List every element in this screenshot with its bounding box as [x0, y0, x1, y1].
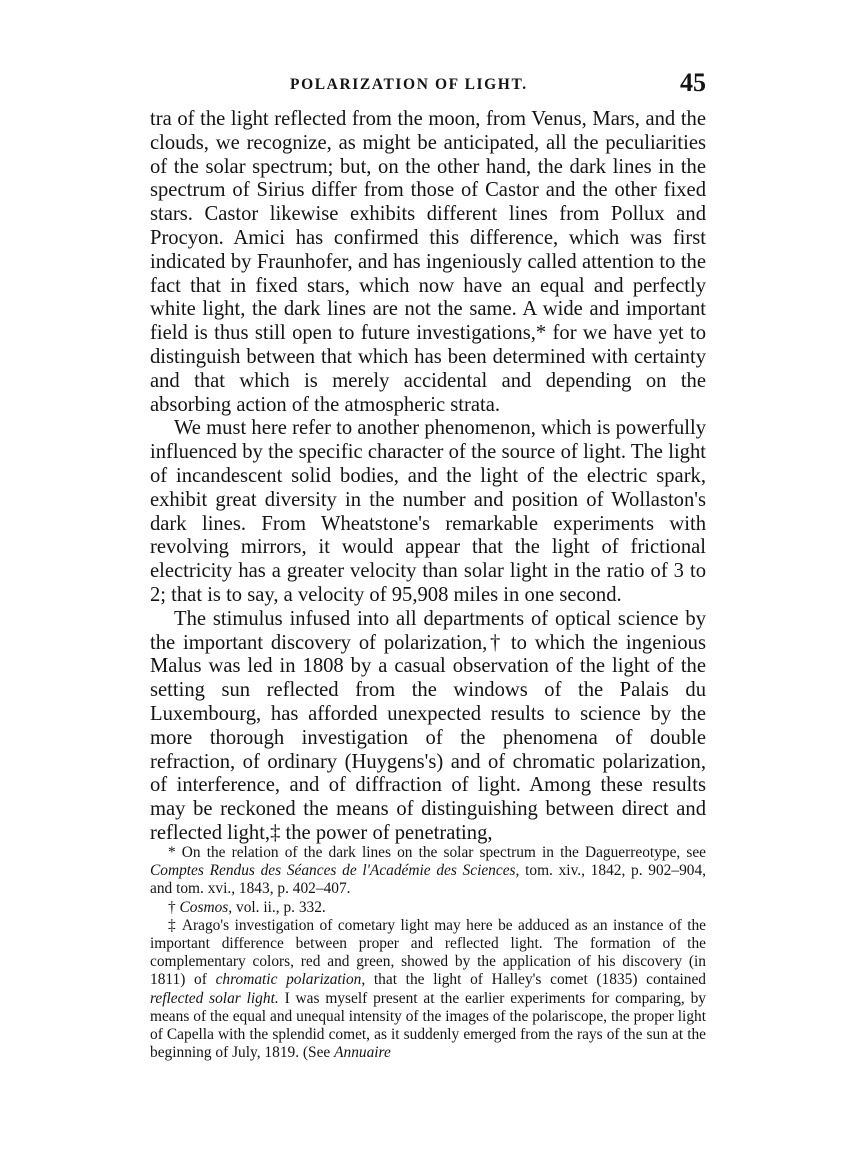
footnote-3 — [150, 917, 706, 1063]
footnote-italic: Comptes Rendus des Séances de l'Académie des Sciences, — [150, 862, 520, 880]
footnote-text: I was myself present at the earlier experiments for comparing, by means of the equal and unequal intensity of the images of the polariscope, the proper light of Capella with the splendid comet, as it suddenly emerged from the rays of the sun at the beginning of July, 1819. (See — [150, 989, 706, 1062]
footnote-text: vol. ii., p. 332. — [232, 898, 326, 916]
running-title: POLARIZATION OF LIGHT. — [290, 76, 528, 93]
page-header — [150, 68, 706, 102]
footnote-text: † — [168, 898, 180, 916]
footnote-text: * On the relation of the dark lines on the solar spectrum in the Daguerreotype, see — [168, 844, 706, 861]
footnote-text: ‡ Arago's investigation of cometary light may here be adduced as an instance of the important difference between proper and reflected light. The formation of the complementary colors, red and green, showed by the application of his discovery (in 1811) of — [150, 916, 706, 989]
footnote-italic: Cosmos, — [179, 898, 233, 916]
footnote-text: tom. xiv., 1842, p. 902–904, and tom. xvi., 1843, p. 402–407. — [150, 862, 707, 898]
footnote-italic: reflected solar light. — [150, 989, 279, 1007]
page-number: 45 — [680, 68, 706, 97]
paragraph: tra of the light reflected from the moon, from Venus, Mars, and the clouds, we recognize, as might be anticipated, all the peculiarities of the solar spectrum; but, on the other hand, the dark lines in the spectrum of Sirius differ from those of Castor and the other fixed stars. Castor likewise exhibits different lines from Pollux and Procyon. Amici has confirmed this difference, which was first indicated by Fraunhofer, and has ingeniously called attention to the fact that in fixed stars, which now have an equal and perfectly white light, the dark lines are not the same. A wide and important field is thus still open to future investigations,* for we have yet to distinguish between that which has been determined with certainty and that which is merely accidental and depending on the absorbing action of the atmospheric strata. — [150, 108, 706, 416]
footnote-italic: Annuaire — [334, 1044, 391, 1062]
footnote-1 — [150, 844, 706, 899]
footnote-italic: chromatic polarization, — [215, 971, 366, 989]
footnote-2 — [150, 899, 706, 917]
footnote-text: that the light of Halley's comet (1835) contained — [365, 971, 706, 989]
main-text — [150, 108, 706, 846]
paragraph: We must here refer to another phenomenon, which is powerfully influenced by the specific character of the source of light. The light of incandescent solid bodies, and the light of the electric spark, exhibit great diversity in the number and position of Wollaston's dark lines. From Wheatstone's remarkable experiments with revolving mirrors, it would appear that the light of frictional electricity has a greater velocity than solar light in the ratio of 3 to 2; that is to say, a velocity of 95,908 miles in one second. — [150, 417, 706, 606]
paragraph: The stimulus infused into all departments of optical science by the important discovery of polarization,† to which the ingenious Malus was led in 1808 by a casual observation of the light of the setting sun reflected from the windows of the Palais du Luxembourg, has afforded unexpected results to science by the more thorough investigation of the phenomena of double refraction, of ordinary (Huygens's) and of chromatic polarization, of interference, and of diffraction of light. Among these results may be reckoned the means of distinguishing between direct and reflected light,‡ the power of penetrating, — [150, 607, 706, 844]
footnotes — [150, 844, 706, 1062]
